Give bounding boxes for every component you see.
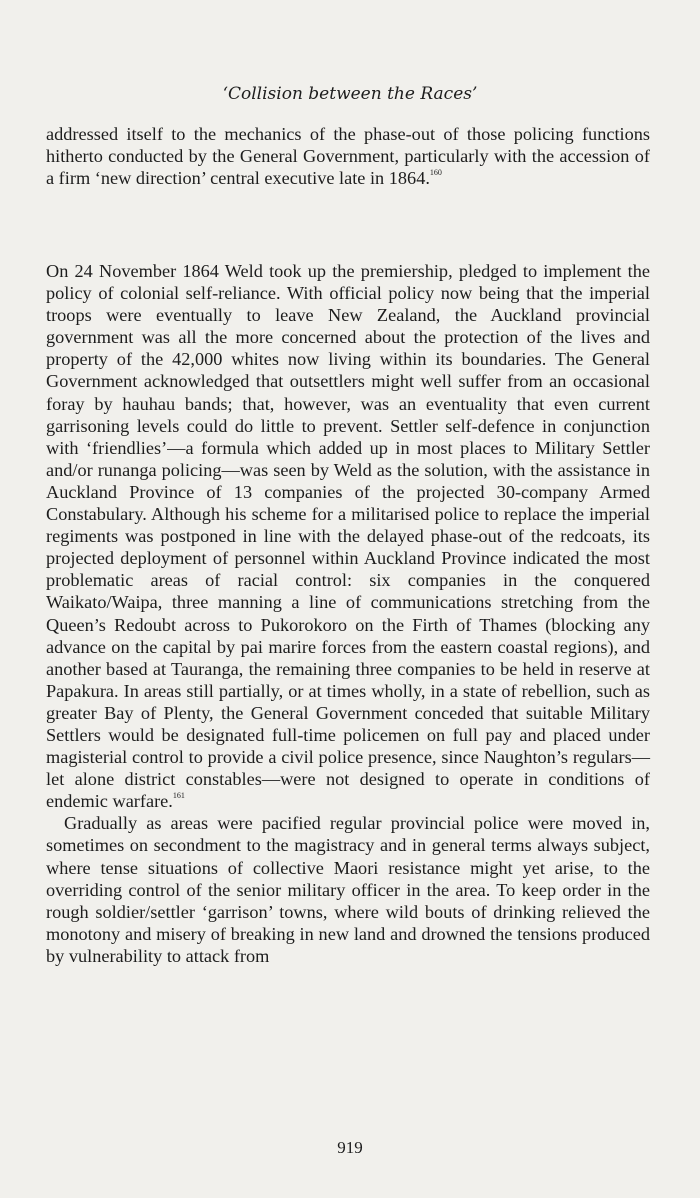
paragraph-1 <box>46 123 650 189</box>
footnote-ref-160: 160 <box>429 168 442 178</box>
footnote-ref-161: 161 <box>172 791 185 801</box>
paragraph-1-text: addressed itself to the mechanics of the phase-out of those policing functions hitherto conducted by the General Government, particularly with the accession of a firm ‘new direction’ central executive late in 1864. <box>46 124 650 189</box>
paragraph-2 <box>46 260 650 812</box>
running-head: ‘Collision between the Races’ <box>222 84 478 104</box>
paragraph-2-text: On 24 November 1864 Weld took up the premiership, pledged to implement the policy of colonial self-reliance. With official policy now being that the imperial troops were eventually to leave New Zealand, the Auckland provincial government was all the more concerned about the protection of the lives and property of the 42,000 whites now living within its boundaries. The General Government acknowledged that outsettlers might well suffer from an occasional foray by hauhau bands; that, however, was an eventuality that even current garrisoning levels could do little to prevent. Settler self-defence in conjunction with ‘friendlies’—a formula which added up in most places to Military Settler and/or runanga policing—was seen by Weld as the solution, with the assistance in Auckland Province of 13 companies of the projected 30-company Armed Constabulary. Although his scheme for a militarised police to replace the imperial regiments was postponed in line with the delayed phase-out of the redcoats, its projected deployment of personnel within Auckland Province indicated the most problematic areas of racial control: six companies in the conquered Waikato/Waipa, three manning a line of communications stretching from the Queen’s Redoubt across to Pukorokoro on the Firth of Thames (blocking any advance on the capital by pai marire forces from the eastern coastal regions), and another based at Tauranga, the remaining three companies to be held in reserve at Papakura. In areas still partially, or at times wholly, in a state of rebellion, such as greater Bay of Plenty, the General Government conceded that suitable Military Settlers would be designated full-time policemen on full pay and placed under magisterial control to provide a civil police presence, since Naughton’s regulars—let alone district constables—were not designed to operate in conditions of endemic warfare. <box>46 261 650 812</box>
body-text-main <box>46 260 650 967</box>
paragraph-3 <box>46 812 650 967</box>
page-number: 919 <box>337 1138 363 1157</box>
body-text-top <box>46 123 650 189</box>
paragraph-3-text: Gradually as areas were pacified regular provincial police were moved in, sometimes on secondment to the magistracy and in general terms always subject, where tense situations of collective Maori resistance might yet arise, to the overriding control of the senior military officer in the area. To keep order in the rough soldier/settler ‘garrison’ towns, where wild bouts of drinking relieved the monotony and misery of breaking in new land and drowned the tensions produced by vulnerability to attack from <box>46 813 650 966</box>
